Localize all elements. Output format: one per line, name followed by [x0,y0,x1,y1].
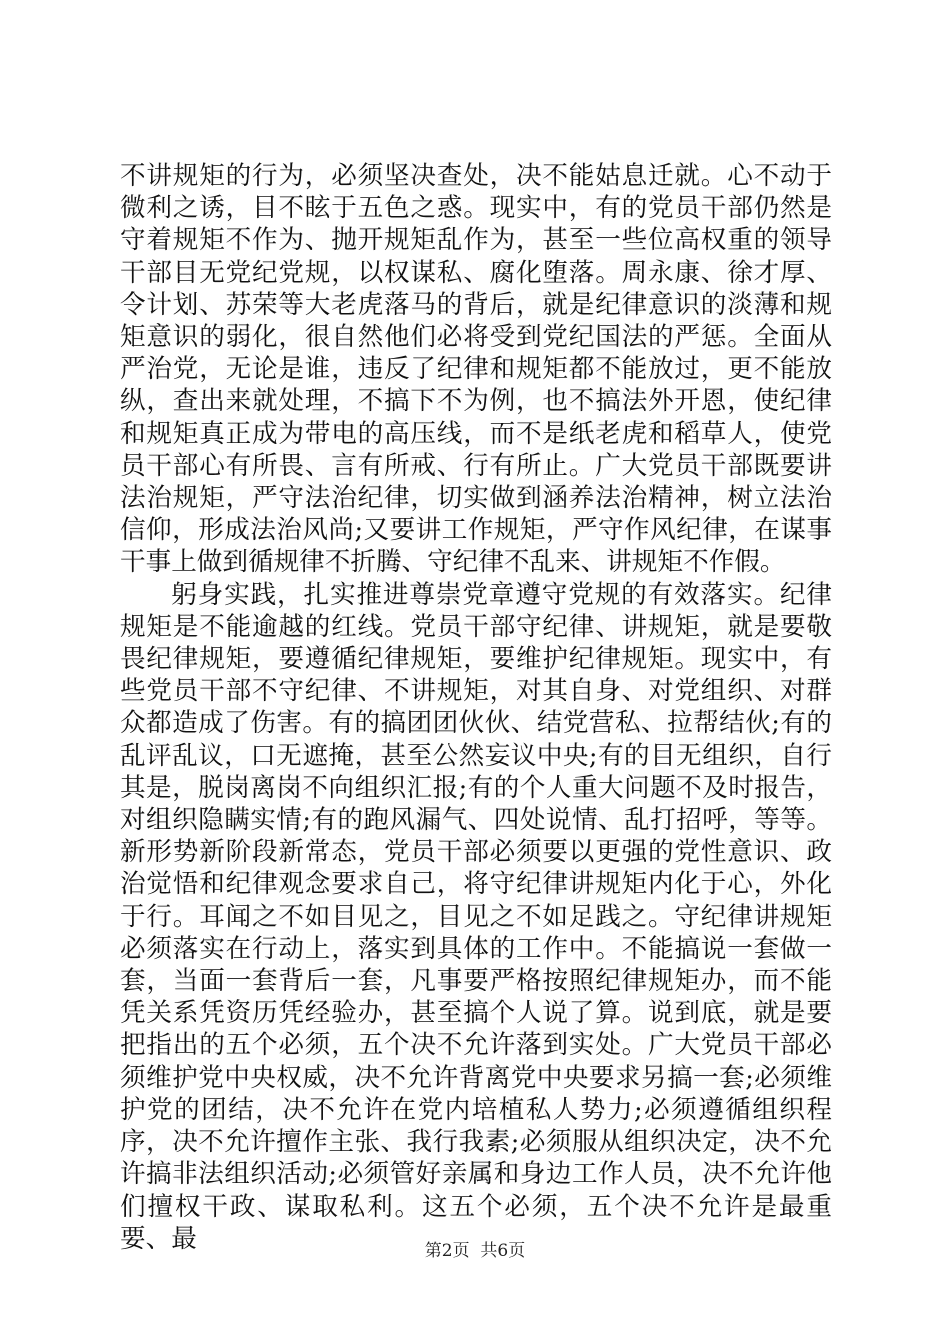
page-number: 第2页 共6页 [424,1241,526,1261]
page-footer [0,1236,950,1261]
paragraph-1: 不讲规矩的行为，必须坚决查处，决不能姑息迁就。心不动于微利之诱，目不眩于五色之惑。现实中，有的党员干部仍然是守着规矩不作为、抛开规矩乱作为，甚至一些位高权重的领导干部目无党纪党规，以权谋私、腐化堕落。周永康、徐才厚、令计划、苏荣等大老虎落马的背后，就是纪律意识的淡薄和规矩意识的弱化，很自然他们必将受到党纪国法的严惩。全面从严治党，无论是谁，违反了纪律和规矩都不能放过，更不能放纵，查出来就处理，不搞下不为例，也不搞法外开恩，使纪律和规矩真正成为带电的高压线，而不是纸老虎和稻草人，使党员干部心有所畏、言有所戒、行有所止。广大党员干部既要讲法治规矩，严守法治纪律，切实做到涵养法治精神，树立法治信仰，形成法治风尚;又要讲工作规矩，严守作风纪律，在谋事干事上做到循规律不折腾、守纪律不乱来、讲规矩不作假。 [120,161,832,578]
document-body [120,160,832,1255]
paragraph-2: 躬身实践，扎实推进尊崇党章遵守党规的有效落实。纪律规矩是不能逾越的红线。党员干部守纪律、讲规矩，就是要敬畏纪律规矩，要遵循纪律规矩，要维护纪律规矩。现实中，有些党员干部不守纪律、不讲规矩，对其自身、对党组织、对群众都造成了伤害。有的搞团团伙伙、结党营私、拉帮结伙;有的乱评乱议，口无遮掩，甚至公然妄议中央;有的目无组织，自行其是，脱岗离岗不向组织汇报;有的个人重大问题不及时报告，对组织隐瞒实情;有的跑风漏气、四处说情、乱打招呼，等等。新形势新阶段新常态，党员干部必须要以更强的党性意识、政治觉悟和纪律观念要求自己，将守纪律讲规矩内化于心，外化于行。耳闻之不如目见之，目见之不如足践之。守纪律讲规矩必须落实在行动上，落实到具体的工作中。不能搞说一套做一套，当面一套背后一套，凡事要严格按照纪律规矩办，而不能凭关系凭资历凭经验办，甚至搞个人说了算。说到底，就是要把指出的五个必须，五个决不允许落到实处。广大党员干部必须维护党中央权威，决不允许背离党中央要求另搞一套;必须维护党的团结，决不允许在党内培植私人势力;必须遵循组织程序，决不允许擅作主张、我行我素;必须服从组织决定，决不允许搞非法组织活动;必须管好亲属和身边工作人员，决不允许他们擅权干政、谋取私利。这五个必须，五个决不允许是最重要、最 [120,579,832,1254]
